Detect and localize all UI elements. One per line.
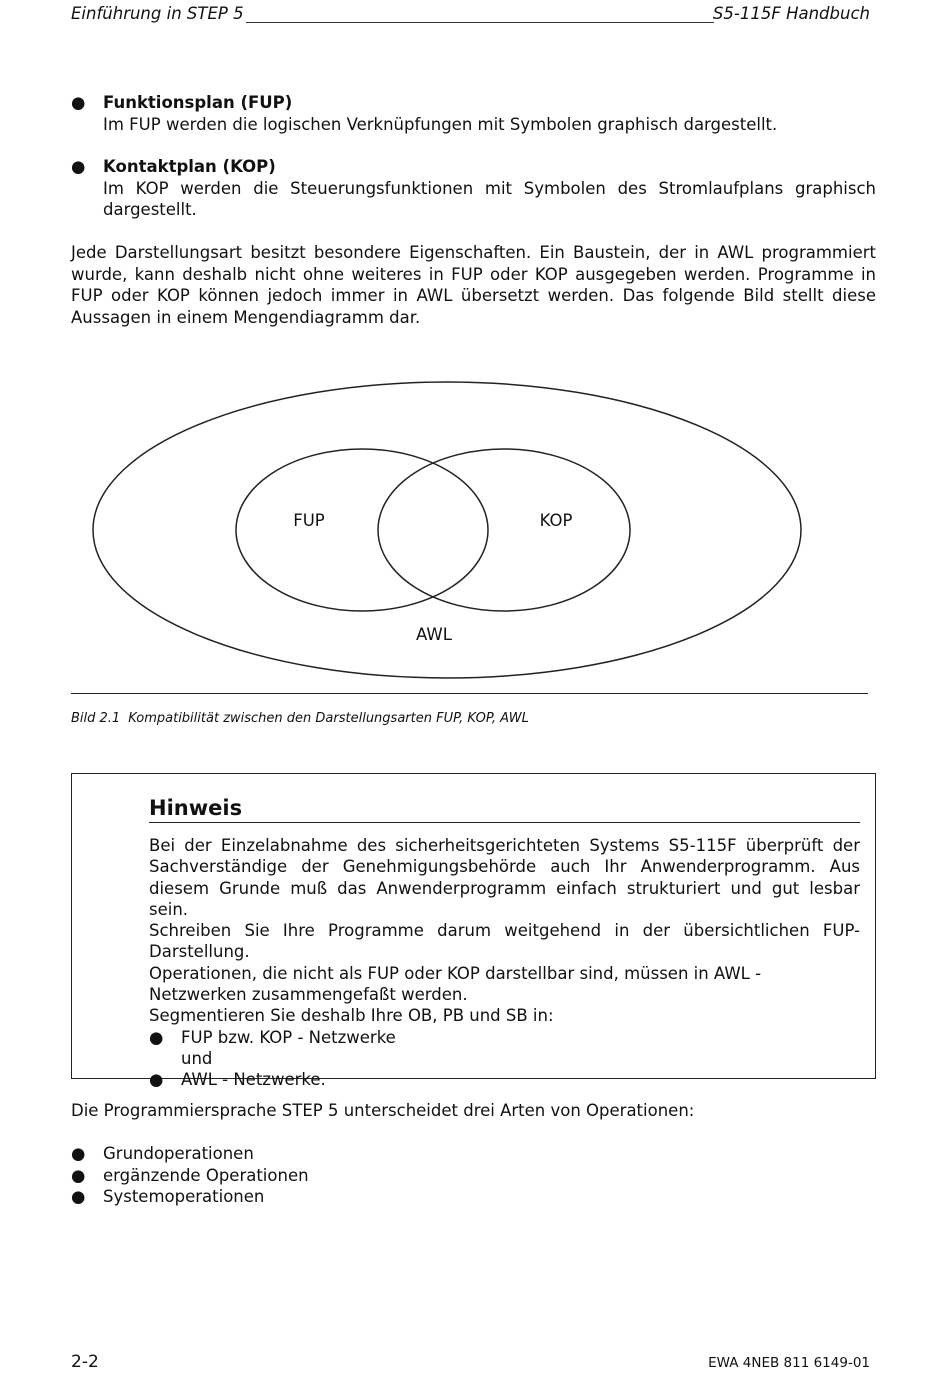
figure-rule — [71, 693, 868, 694]
document-id: EWA 4NEB 811 6149-01 — [708, 1355, 870, 1371]
operation-2: ergänzende Operationen — [103, 1165, 309, 1185]
bullet-kop — [71, 156, 876, 221]
operations-list — [71, 1143, 309, 1208]
note-body — [149, 835, 860, 1091]
bullet-dot-icon: ● — [71, 157, 86, 176]
awl-label: AWL — [416, 625, 452, 644]
venn-diagram — [71, 370, 876, 690]
list-item — [71, 1165, 309, 1187]
operation-3: Systemoperationen — [103, 1187, 265, 1206]
note-title: Hinweis — [149, 796, 860, 823]
operation-1: Grundoperationen — [103, 1144, 254, 1163]
note-connector-row — [149, 1048, 860, 1069]
note-list-item — [149, 1069, 860, 1090]
list-item — [71, 1143, 309, 1165]
bullet-dot-icon: ● — [71, 93, 86, 112]
note-paragraph-2: Schreiben Sie Ihre Programme darum weitgehend in der übersichtlichen FUP-Darstellung. — [149, 921, 860, 962]
operations-intro: Die Programmiersprache STEP 5 unterscheidet drei Arten von Operationen: — [71, 1101, 695, 1120]
kop-ellipse — [378, 449, 630, 611]
page-number: 2-2 — [71, 1352, 99, 1372]
intro-paragraph: Jede Darstellungsart besitzt besondere Eigenschaften. Ein Baustein, der in AWL programmiert wurde, kann deshalb nicht ohne weiteres in FUP oder KOP ausgegeben werden. Programme in FUP oder KOP können jedoch immer in AWL übersetzt werden. Das folgende Bild stellt diese Aussagen in einem Mengendiagramm dar. — [71, 243, 876, 327]
note-connector: und — [181, 1048, 213, 1068]
caption-number: Bild 2.1 — [71, 711, 121, 726]
header-title-left: Einführung in STEP 5 — [71, 4, 244, 23]
list-item — [71, 1186, 309, 1208]
bullet-dot-icon: ● — [71, 1187, 86, 1206]
bullet-title-kop: Kontaktplan (KOP) — [103, 157, 276, 176]
kop-label: KOP — [539, 511, 573, 530]
header-title-right: S5-115F Handbuch — [712, 4, 870, 23]
fup-label: FUP — [293, 511, 325, 530]
bullet-text-kop: Im KOP werden die Steuerungsfunktionen mit Symbolen des Stromlaufplans graphisch dargestellt. — [103, 178, 876, 219]
note-list-item — [149, 1027, 860, 1048]
fup-ellipse — [236, 449, 488, 611]
caption-text: Kompatibilität zwischen den Darstellungsarten FUP, KOP, AWL — [128, 711, 529, 726]
note-paragraph-1: Bei der Einzelabnahme des sicherheitsgerichteten Systems S5-115F überprüft der Sachverständige der Genehmigungsbehörde auch Ihr Anwenderprogramm. Aus diesem Grunde muß das Anwenderprogramm einfach strukturiert und gut lesbar sein. — [149, 836, 860, 919]
figure-caption — [71, 711, 529, 726]
note-item-1: FUP bzw. KOP - Netzwerke — [181, 1027, 396, 1047]
bullet-dot-icon: ● — [149, 1070, 164, 1090]
bullet-fup — [71, 92, 876, 135]
bullet-dot-icon: ● — [71, 1165, 86, 1185]
header-rule — [246, 22, 714, 23]
note-item-2: AWL - Netzwerke. — [181, 1070, 326, 1090]
bullet-dot-icon: ● — [149, 1027, 164, 1047]
bullet-title-fup: Funktionsplan (FUP) — [103, 93, 293, 112]
note-paragraph-3: Operationen, die nicht als FUP oder KOP darstellbar sind, müssen in AWL - Netzwerken zusammengefaßt werden. — [149, 963, 762, 1005]
note-box — [71, 773, 876, 1090]
bullet-text-fup: Im FUP werden die logischen Verknüpfungen mit Symbolen graphisch dargestellt. — [103, 114, 778, 134]
bullet-dot-icon: ● — [71, 1144, 86, 1163]
note-paragraph-4: Segmentieren Sie deshalb Ihre OB, PB und SB in: — [149, 1006, 554, 1026]
